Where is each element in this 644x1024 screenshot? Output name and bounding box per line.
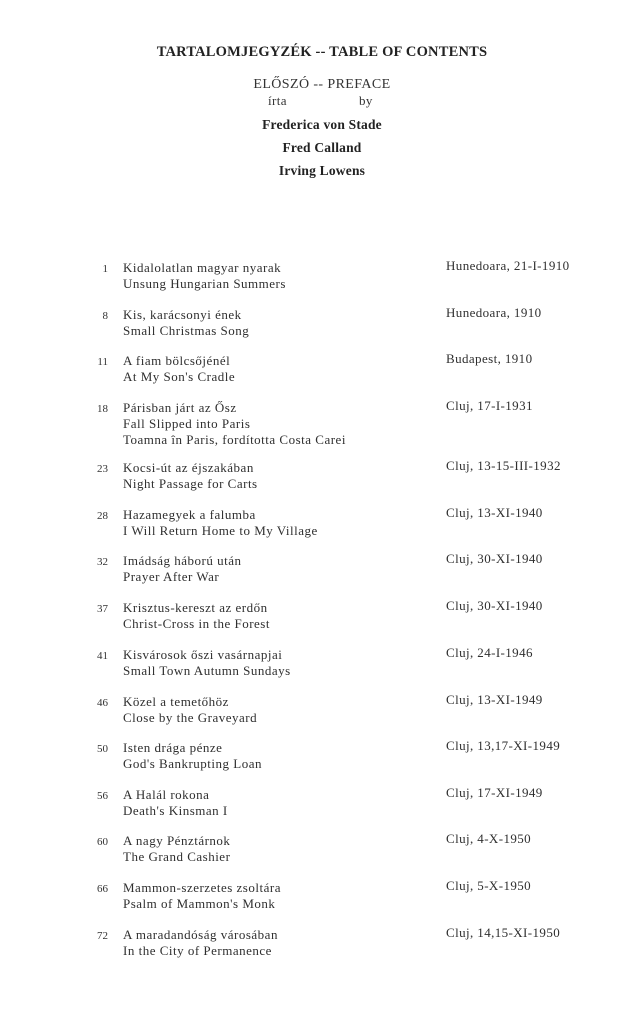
romanian-title: Toamna în Paris, fordította Costa Carei xyxy=(123,432,346,447)
page-number: 18 xyxy=(97,403,108,415)
english-title: Christ-Cross in the Forest xyxy=(123,616,270,631)
page-number: 60 xyxy=(97,836,108,848)
page-number: 46 xyxy=(97,697,108,709)
entry-titles xyxy=(123,647,433,679)
english-title: Close by the Graveyard xyxy=(123,710,258,725)
written-by-english: by xyxy=(359,93,373,108)
author-name: Frederica von Stade xyxy=(262,117,382,132)
place-and-date: Cluj, 13-XI-1940 xyxy=(446,505,543,520)
page-number: 1 xyxy=(102,263,108,275)
hungarian-title: Kisvárosok őszi vasárnapjai xyxy=(123,647,283,662)
place-and-date: Hunedoara, 1910 xyxy=(446,305,542,320)
hungarian-title: Mammon-szerzetes zsoltára xyxy=(123,880,281,895)
entry-titles xyxy=(123,460,433,492)
hungarian-title: Isten drága pénze xyxy=(123,740,223,755)
page-number: 37 xyxy=(97,603,108,615)
place-and-date: Cluj, 14,15-XI-1950 xyxy=(446,925,561,940)
hungarian-title: Párisban járt az Ősz xyxy=(123,400,237,415)
english-title: Death's Kinsman I xyxy=(123,803,228,818)
author-name: Irving Lowens xyxy=(278,163,366,178)
english-title: At My Son's Cradle xyxy=(123,369,236,384)
entry-titles xyxy=(123,694,433,726)
place-and-date: Cluj, 13-XI-1949 xyxy=(446,692,543,707)
entry-titles xyxy=(123,600,433,632)
page-number: 11 xyxy=(97,356,108,368)
place-and-date: Cluj, 30-XI-1940 xyxy=(446,551,543,566)
english-title: In the City of Permanence xyxy=(123,943,272,958)
entry-titles xyxy=(123,787,433,819)
page-number: 8 xyxy=(102,310,108,322)
page-number: 23 xyxy=(97,463,108,475)
english-title: Psalm of Mammon's Monk xyxy=(123,896,276,911)
english-title: The Grand Cashier xyxy=(123,849,231,864)
hungarian-title: Kocsi-út az éjszakában xyxy=(123,460,254,475)
place-and-date: Cluj, 13,17-XI-1949 xyxy=(446,738,561,753)
place-and-date: Budapest, 1910 xyxy=(446,351,533,366)
english-title: Unsung Hungarian Summers xyxy=(123,276,286,291)
page-number: 28 xyxy=(97,510,108,522)
page-number: 72 xyxy=(97,930,108,942)
entry-titles xyxy=(123,353,433,385)
place-and-date: Cluj, 17-I-1931 xyxy=(446,398,533,413)
hungarian-title: Kis, karácsonyi ének xyxy=(123,307,242,322)
entry-titles xyxy=(123,833,433,865)
entry-titles xyxy=(123,927,433,959)
entry-titles xyxy=(123,507,433,539)
hungarian-title: A fiam bölcsőjénél xyxy=(123,353,231,368)
written-by-hungarian: írta xyxy=(268,93,287,108)
hungarian-title: Krisztus-kereszt az erdőn xyxy=(123,600,268,615)
author-name: Fred Calland xyxy=(282,140,362,155)
hungarian-title: A Halál rokona xyxy=(123,787,210,802)
place-and-date: Hunedoara, 21-I-1910 xyxy=(446,258,570,273)
entry-titles xyxy=(123,260,433,292)
place-and-date: Cluj, 13-15-III-1932 xyxy=(446,458,561,473)
entry-titles xyxy=(123,553,433,585)
english-title: Night Passage for Carts xyxy=(123,476,258,491)
entry-titles xyxy=(123,400,433,448)
preface-heading: ELŐSZÓ -- PREFACE xyxy=(253,77,391,92)
entry-titles xyxy=(123,307,433,339)
hungarian-title: Hazamegyek a falumba xyxy=(123,507,256,522)
page-number: 56 xyxy=(97,790,108,802)
english-title: Small Christmas Song xyxy=(123,323,250,338)
place-and-date: Cluj, 30-XI-1940 xyxy=(446,598,543,613)
english-title: God's Bankrupting Loan xyxy=(123,756,262,771)
page-number: 50 xyxy=(97,743,108,755)
english-title: Prayer After War xyxy=(123,569,220,584)
hungarian-title: Kidalolatlan magyar nyarak xyxy=(123,260,282,275)
page-number: 32 xyxy=(97,556,108,568)
page-number: 66 xyxy=(97,883,108,895)
page-title: TARTALOMJEGYZÉK -- TABLE OF CONTENTS xyxy=(156,44,488,60)
hungarian-title: A maradandóság városában xyxy=(123,927,278,942)
place-and-date: Cluj, 17-XI-1949 xyxy=(446,785,543,800)
hungarian-title: Imádság háború után xyxy=(123,553,242,568)
entry-titles xyxy=(123,740,433,772)
english-title: I Will Return Home to My Village xyxy=(123,523,318,538)
place-and-date: Cluj, 24-I-1946 xyxy=(446,645,533,660)
english-title: Small Town Autumn Sundays xyxy=(123,663,291,678)
hungarian-title: A nagy Pénztárnok xyxy=(123,833,231,848)
place-and-date: Cluj, 5-X-1950 xyxy=(446,878,532,893)
place-and-date: Cluj, 4-X-1950 xyxy=(446,831,532,846)
entry-titles xyxy=(123,880,433,912)
page-number: 41 xyxy=(97,650,108,662)
hungarian-title: Közel a temetőhöz xyxy=(123,694,229,709)
english-title: Fall Slipped into Paris xyxy=(123,416,251,431)
